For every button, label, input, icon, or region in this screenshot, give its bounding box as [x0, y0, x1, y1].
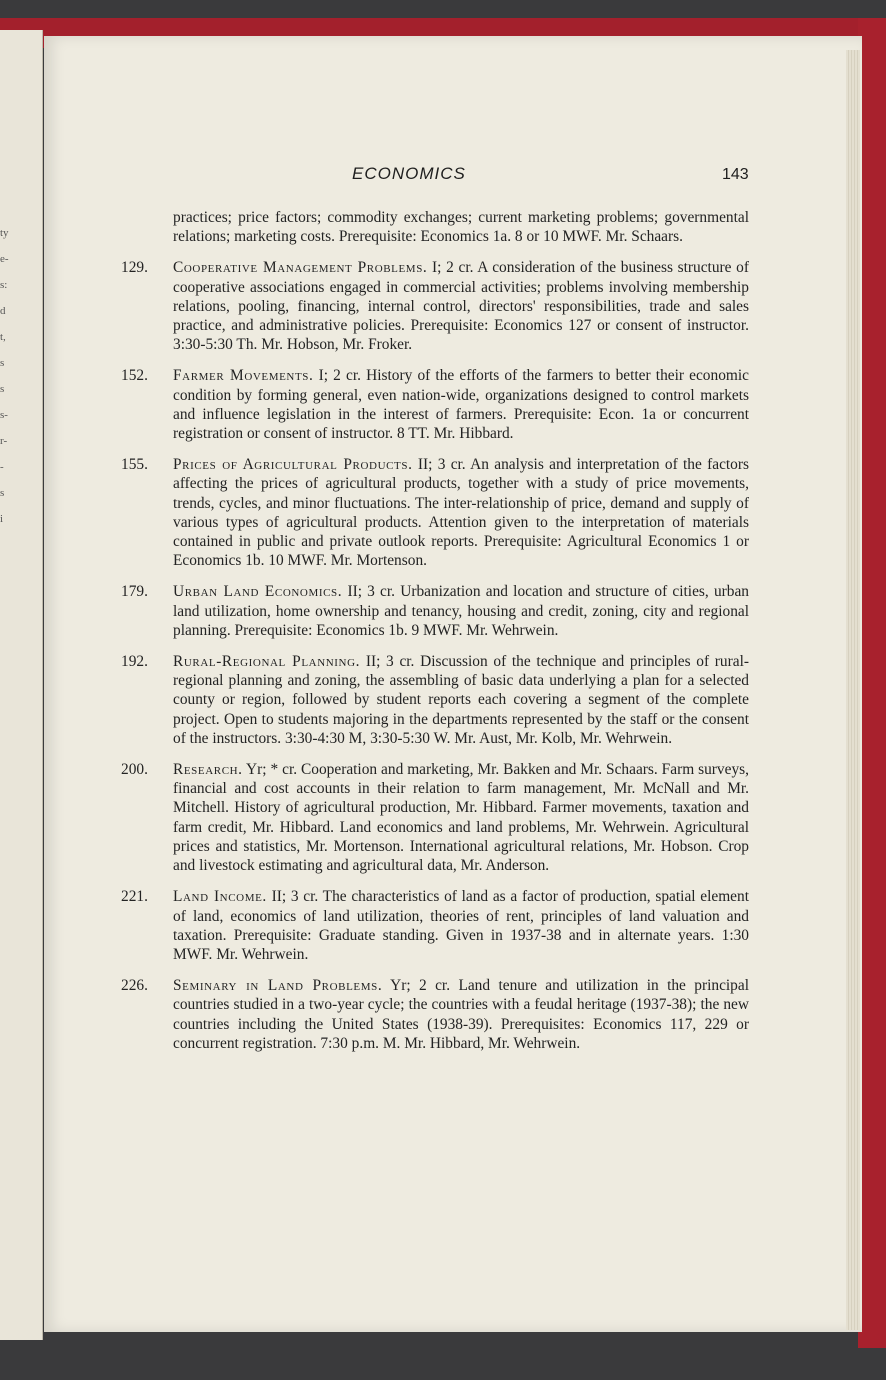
left-edge-fragment: s — [0, 487, 5, 499]
course-number: 200. — [121, 761, 148, 779]
left-page-edge-text — [0, 220, 12, 532]
intro-paragraph: practices; price factors; commodity exchanges; current marketing problems; governmental relations; marketing costs. Prerequisite: Economics 1a. 8 or 10 MWF. Mr. Schaars. — [173, 209, 749, 246]
course-details: I; 2 cr. A consideration of the business structure of cooperative associations engaged in commercial activities; problems involving membership relations, pooling, financing, internal control, directors' responsibilities, trade and sales practice, and administrative policies. Prerequisite: Economics 127 or consent of instructor. 3:30-5:30 Th. Mr. Hobson, Mr. Froker. — [173, 259, 749, 354]
course-entries — [121, 258, 749, 1053]
left-page — [0, 30, 43, 1340]
left-edge-fragment: t, — [0, 331, 6, 343]
course-details: I; 2 cr. History of the efforts of the farmers to better their economic condition by forming general, even nation-wide, organizations designed to control markets and influence legislation in the interest of farmers. Prerequisite: Econ. 1a or concurrent registration or consent of instructor. 8 TT. Mr. Hibbard. — [173, 367, 749, 443]
course-entry — [121, 258, 749, 354]
course-title: Farmer Movements. — [173, 367, 314, 385]
course-number: 226. — [121, 977, 148, 995]
course-details: Yr; * cr. Cooperation and marketing, Mr. Bakken and Mr. Schaars. Farm surveys, financial and cost accounts in their relation to farm management, Mr. McNall and Mr. Mitchell. History of agricultural production, Mr. Hibbard. Farmer movements, taxation and farm credit, Mr. Hibbard. Land economics and land problems, Mr. Wehrwein. Agricultural prices and statistics, Mr. Mortenson. International agricultural relations, Mr. Hobson. Crop and livestock estimating and agricultural data, Mr. Anderson. — [173, 761, 749, 875]
course-description — [173, 976, 749, 1053]
left-edge-fragment: s: — [0, 279, 8, 291]
course-entry — [121, 366, 749, 443]
course-number: 221. — [121, 888, 148, 906]
course-details: II; 3 cr. Urbanization and location and structure of cities, urban land utilization, home ownership and tenancy, housing and credit, zoning, city and regional planning. Prerequisite: Economics 1b. 9 MWF. Mr. Wehrwein. — [173, 583, 749, 639]
course-details: II; 3 cr. An analysis and interpretation of the factors affecting the prices of agricultural products, together with a study of price movements, trends, cycles, and minor fluctuations. The inter-relationship of price, demand and supply of various types of agricultural products. Attention given to the interpretation of materials contained in public and private outlook reports. Prerequisite: Agricultural Economics 1 or Economics 1b. 10 MWF. Mr. Mortenson. — [173, 456, 749, 570]
left-edge-fragment: ty — [0, 227, 9, 239]
left-edge-fragment: i — [0, 513, 4, 525]
course-description — [173, 760, 749, 875]
course-title: Research. — [173, 761, 243, 779]
course-entry — [121, 582, 749, 640]
left-edge-fragment: s — [0, 383, 5, 395]
running-head: ECONOMICS — [352, 164, 466, 183]
course-number: 179. — [121, 583, 148, 601]
course-details: II; 3 cr. Discussion of the technique and principles of rural-regional planning and zoning, the assembling of basic data underlying a plan for a selected county or region, followed by student reports each covering a segment of the complete project. Open to students majoring in the departments represented by the staff or the consent of the instructors. 3:30-4:30 M, 3:30-5:30 W. Mr. Aust, Mr. Kolb, Mr. Wehrwein. — [173, 653, 749, 747]
course-number: 152. — [121, 367, 148, 385]
course-description — [173, 455, 749, 570]
course-title: Seminary in Land Problems. — [173, 977, 383, 995]
course-title: Prices of Agricultural Products. — [173, 456, 413, 474]
course-entry — [121, 455, 749, 570]
course-title: Land Income. — [173, 888, 267, 906]
page-number: 143 — [722, 166, 749, 183]
course-details: Yr; 2 cr. Land tenure and utilization in the principal countries studied in a two-year cycle; the countries with a feudal heritage (1937-38); the new countries including the United States (1938-39). Prerequisites: Economics 117, 229 or concurrent registration. 7:30 p.m. M. Mr. Hibbard, Mr. Wehrwein. — [173, 977, 749, 1052]
left-edge-fragment: d — [0, 305, 6, 317]
left-edge-fragment: - — [0, 461, 4, 473]
course-description — [173, 887, 749, 964]
course-description — [173, 582, 749, 640]
book-cover-right — [858, 18, 886, 1348]
course-title: Rural-Regional Planning. — [173, 653, 361, 671]
course-title: Urban Land Economics. — [173, 583, 343, 601]
course-description — [173, 258, 749, 354]
course-description — [173, 652, 749, 748]
course-number: 192. — [121, 653, 148, 671]
course-details: II; 3 cr. The characteristics of land as a factor of production, spatial element of land, economics of land utilization, theories of rent, principles of land valuation and taxation. Prerequisite: Graduate standing. Given in 1937-38 and in alternate years. 1:30 MWF. Mr. Wehrwein. — [173, 888, 749, 963]
course-number: 129. — [121, 259, 148, 277]
course-description — [173, 366, 749, 443]
course-entry — [121, 887, 749, 964]
course-title: Cooperative Management Problems. — [173, 259, 428, 277]
left-edge-fragment: r- — [0, 435, 8, 447]
course-entry — [121, 760, 749, 875]
course-listing — [121, 208, 749, 1065]
page-edge — [846, 50, 860, 1330]
left-edge-fragment: e- — [0, 253, 9, 265]
left-edge-fragment: s- — [0, 409, 8, 421]
page-header — [0, 164, 886, 188]
course-number: 155. — [121, 456, 148, 474]
course-entry — [121, 976, 749, 1053]
course-entry — [121, 652, 749, 748]
left-edge-fragment: s — [0, 357, 5, 369]
